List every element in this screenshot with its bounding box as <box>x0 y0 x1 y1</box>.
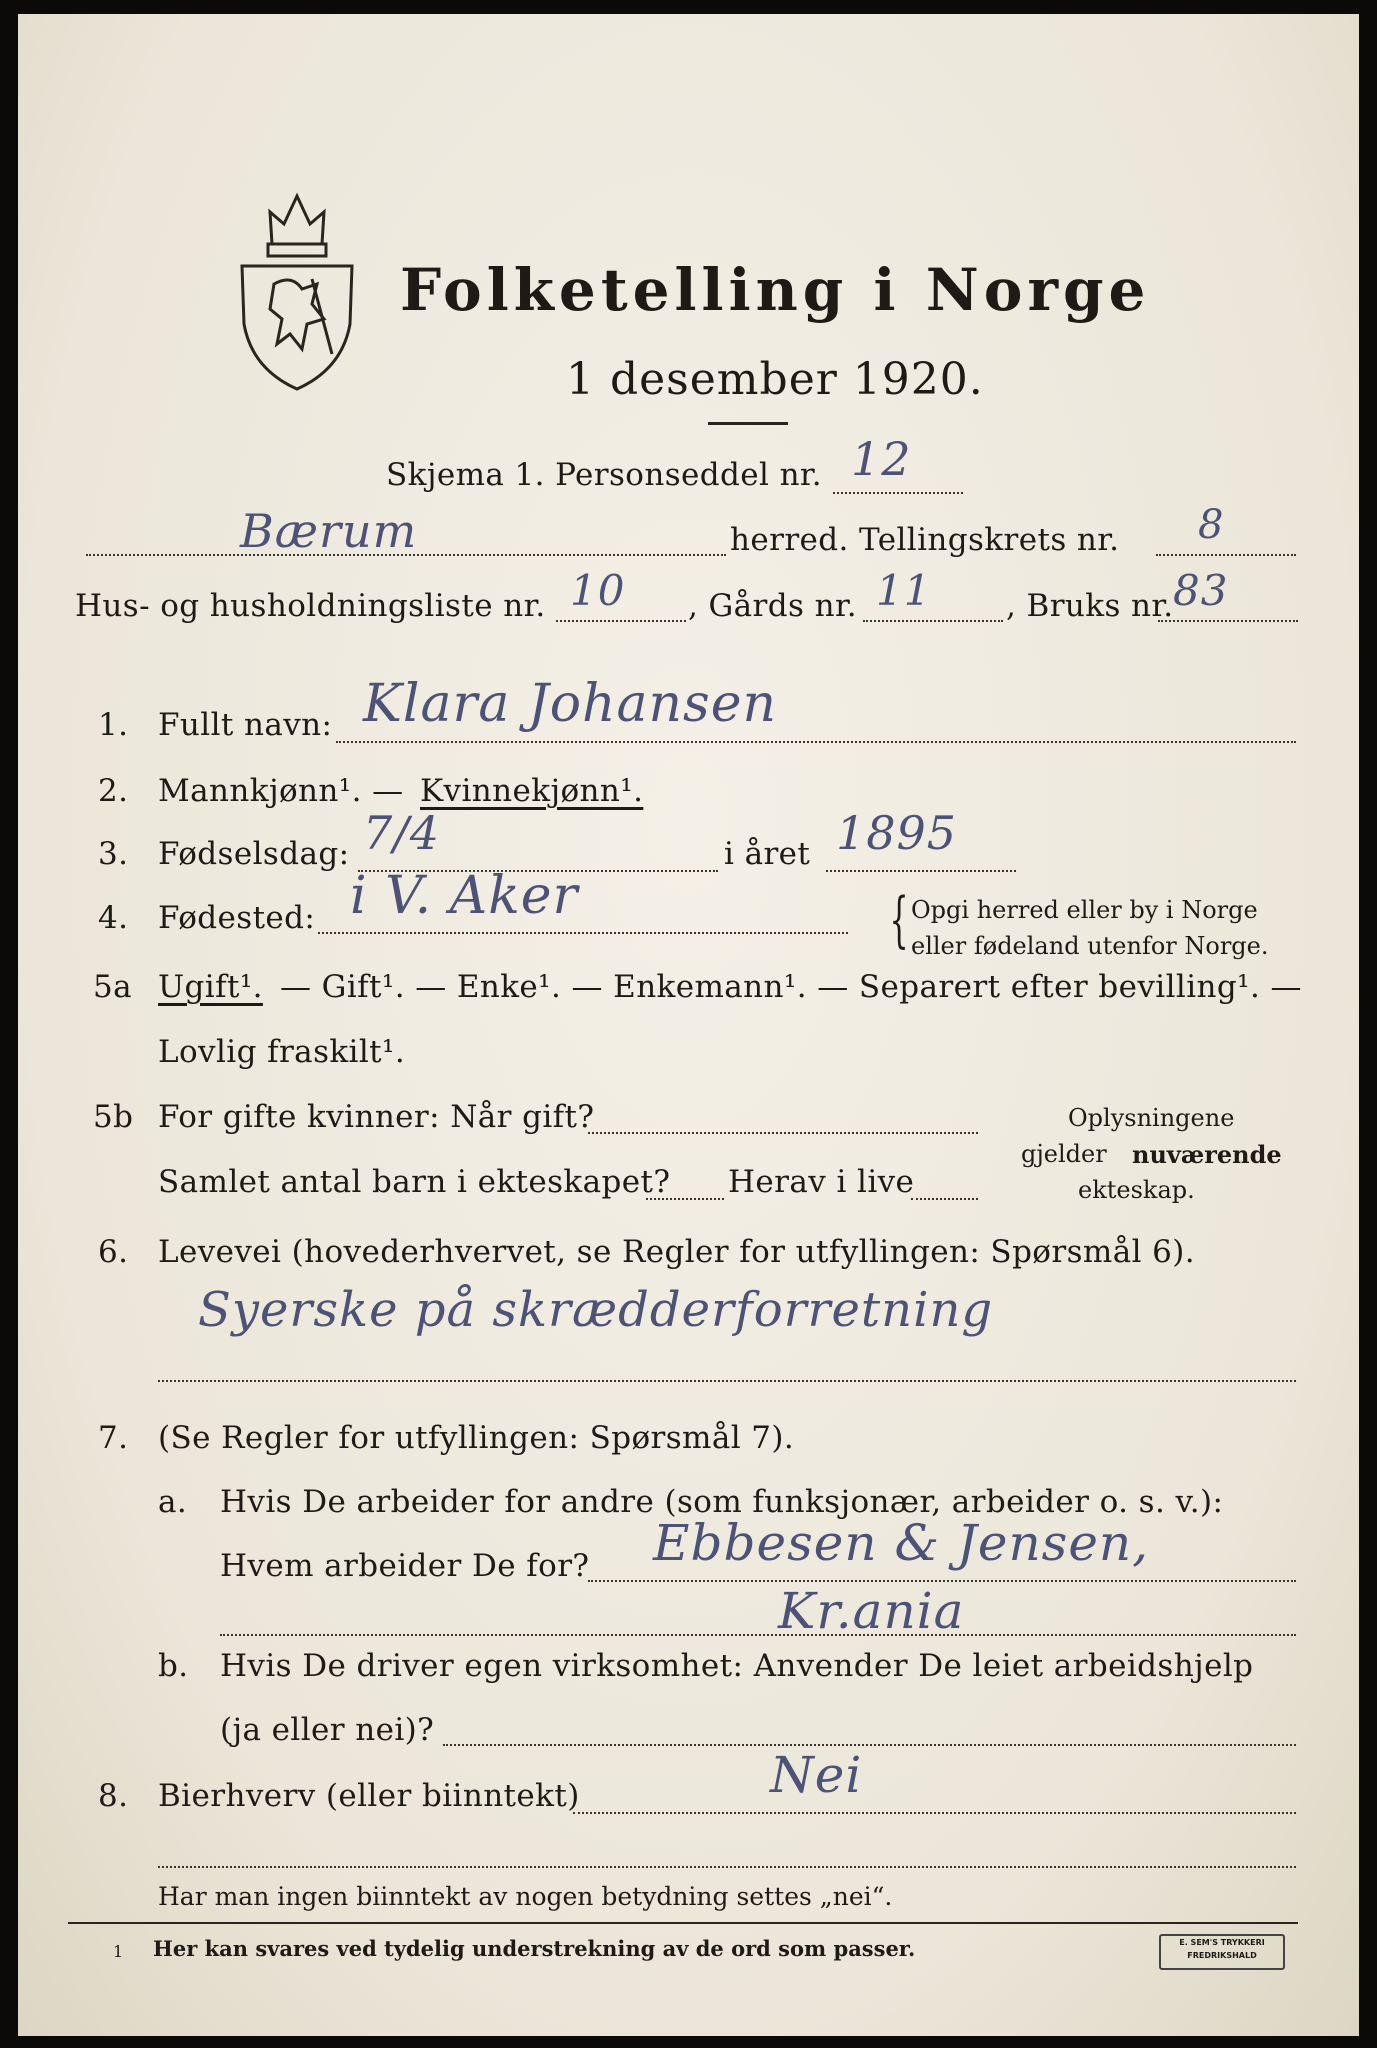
q5a-ugift-option[interactable]: Ugift¹. <box>158 969 263 1005</box>
employer-place[interactable]: Kr.ania <box>778 1582 965 1640</box>
q5b-married-line <box>588 1132 978 1134</box>
q2-kvinne-option[interactable]: Kvinnekjønn¹. <box>420 773 644 809</box>
q5b-alive-label: Herav i live <box>728 1164 915 1200</box>
gards-label: , Gårds nr. <box>688 588 858 624</box>
q6-label: Levevei (hovederhvervet, se Regler for utfyllingen: Spørsmål 6). <box>158 1234 1196 1270</box>
employer-name[interactable]: Ebbesen & Jensen, <box>653 1514 1150 1572</box>
q6-number: 6. <box>98 1234 129 1270</box>
q4-brace: { <box>889 885 909 955</box>
q7-number: 7. <box>98 1420 129 1456</box>
herred-name[interactable]: Bærum <box>240 504 418 558</box>
side-income[interactable]: Nei <box>770 1746 863 1804</box>
q1-number: 1. <box>98 707 129 743</box>
household-list-label: Hus- og husholdningsliste nr. <box>75 588 546 624</box>
schema-number[interactable]: 12 <box>851 432 912 486</box>
q7b-line <box>443 1744 1296 1746</box>
bruks-number[interactable]: 83 <box>1173 566 1229 615</box>
form-date: 1 desember 1920. <box>566 354 984 405</box>
bruks-line <box>1158 620 1298 622</box>
form-title: Folketelling i Norge <box>400 256 1151 324</box>
footnote-text: Her kan svares ved tydelig understrekning av de ord som passer. <box>153 1936 916 1961</box>
q7b-letter: b. <box>158 1648 189 1684</box>
printer-stamp <box>1159 1934 1285 1970</box>
schema-number-line <box>833 492 963 494</box>
q2-mann-option: Mannkjønn¹. — <box>158 773 404 809</box>
q5b-note-line2a: gjelder <box>1021 1140 1107 1168</box>
q5a-other-options: — Gift¹. — Enke¹. — Enkemann¹. — Separert efter bevilling¹. — <box>280 969 1302 1005</box>
footnote-mark: 1 <box>113 1942 124 1961</box>
household-list-number[interactable]: 10 <box>570 566 626 615</box>
q5a-fraskilt-option: Lovlig fraskilt¹. <box>158 1034 406 1070</box>
q4-note-line1: Opgi herred eller by i Norge <box>911 896 1258 924</box>
tellingskrets-number[interactable]: 8 <box>1198 502 1225 548</box>
q1-label: Fullt navn: <box>158 707 333 743</box>
q4-number: 4. <box>98 900 129 936</box>
census-form <box>18 14 1359 2036</box>
bruks-label: , Bruks nr. <box>1006 588 1174 624</box>
herred-label: herred. Tellingskrets nr. <box>730 522 1120 558</box>
q8-label: Bierhverv (eller biinntekt) <box>158 1778 580 1814</box>
q8-line <box>573 1812 1296 1814</box>
q8-line2 <box>158 1866 1296 1868</box>
q3-year-label: i året <box>724 836 811 872</box>
q4-note-line2: eller fødeland utenfor Norge. <box>911 932 1269 960</box>
title-rule <box>708 422 788 425</box>
q5b-children-label: Samlet antal barn i ekteskapet? <box>158 1164 671 1200</box>
q5b-number: 5b <box>93 1099 134 1135</box>
q2-number: 2. <box>98 773 129 809</box>
q7a-employer-line2 <box>220 1634 1296 1636</box>
no-income-note: Har man ingen biinntekt av nogen betydning settes „nei“. <box>158 1882 893 1911</box>
household-list-line <box>556 620 686 622</box>
q8-number: 8. <box>98 1778 129 1814</box>
q4-line <box>318 932 848 934</box>
birth-day[interactable]: 7/4 <box>363 806 441 860</box>
q7-label: (Se Regler for utfyllingen: Spørsmål 7). <box>158 1420 795 1456</box>
q5b-note-line1: Oplysningene <box>1068 1104 1235 1132</box>
birth-year[interactable]: 1895 <box>836 806 958 860</box>
q5b-alive-line <box>911 1198 978 1200</box>
q7a-employer-label: Hvem arbeider De for? <box>220 1548 590 1584</box>
q7b-label: (ja eller nei)? <box>220 1712 435 1748</box>
q3-number: 3. <box>98 836 129 872</box>
q5b-married-label: For gifte kvinner: Når gift? <box>158 1099 595 1135</box>
printer-stamp-line2: FREDRIKSHALD <box>1187 1951 1257 1960</box>
q5b-note-line3: ekteskap. <box>1078 1176 1195 1204</box>
q3-label: Fødselsdag: <box>158 836 350 872</box>
q6-line <box>158 1380 1296 1382</box>
schema-label: Skjema 1. Personseddel nr. <box>386 457 822 493</box>
q7b-text: Hvis De driver egen virksomhet: Anvender De leiet arbeidshjelp <box>220 1648 1254 1684</box>
q7a-letter: a. <box>158 1484 188 1520</box>
q4-label: Fødested: <box>158 900 316 936</box>
q5b-note-line2b: nuværende <box>1132 1140 1282 1169</box>
krets-line <box>1156 554 1296 556</box>
coat-of-arms-icon <box>232 184 362 394</box>
q7a-text: Hvis De arbeider for andre (som funksjonær, arbeider o. s. v.): <box>220 1484 1224 1520</box>
gards-number[interactable]: 11 <box>876 566 932 615</box>
printer-stamp-line1: E. SEM'S TRYKKERI <box>1179 1938 1265 1947</box>
full-name[interactable]: Klara Johansen <box>363 674 777 734</box>
footnote-rule <box>68 1922 1298 1924</box>
q5a-number: 5a <box>93 969 133 1005</box>
q1-line <box>336 741 1296 743</box>
birthplace[interactable]: i V. Aker <box>350 866 579 926</box>
gards-line <box>863 620 1003 622</box>
occupation[interactable]: Syerske på skrædderforretning <box>198 1282 994 1338</box>
q3-year-line <box>826 870 1016 872</box>
q5b-children-line <box>646 1198 724 1200</box>
